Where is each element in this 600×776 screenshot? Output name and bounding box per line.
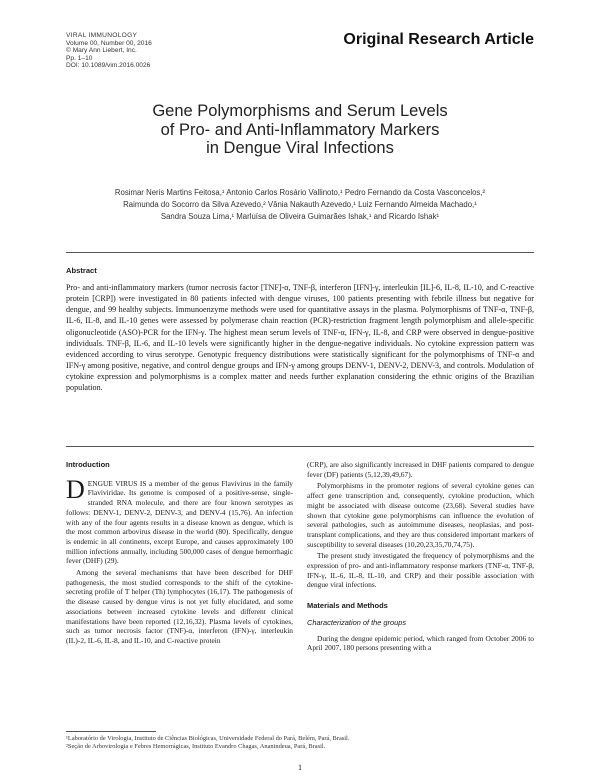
divider (66, 252, 534, 253)
title-line: Gene Polymorphisms and Serum Levels (152, 102, 448, 120)
paragraph (66, 474, 293, 566)
abstract-body: Pro- and anti-inflammatory markers (tumor necrosis factor [TNF]-α, TNF-β, interferon [IFN]-γ, interleukin [IL]-6, IL-8, IL-10, and C-reactive protein [CRP]) were investigated in 80 patients infected with dengue viruses, 100 patients presenting with febrile illness but negative for dengue, and 99 healthy subjects. Immunoenzyme methods were used for quantitative assays in the plasma. Polymorphisms of TNF-α, TNF-β, IL-6, IL-8, and IL-10 genes were assessed by polymerase chain reaction (PCR)-restriction fragment length polymorphism and allele-specific oligonucleotide (ASO)-PCR for the IFN-γ. The highest mean serum levels of TNF-α, IFN-γ, IL-8, and CRP were observed in dengue-positive individuals. TNF-β, IL-6, and IL-10 levels were significantly higher in the dengue-negative individuals. No cytokine expression pattern was evidenced according to virus serotype. Genotypic frequency distributions were statistically significant for the polymorphisms of TNF-α and IFN-γ among positive, negative, and control dengue groups and IFN-γ among groups DENV-1, DENV-2, DENV-3, and controls. Modulation of cytokine expression and polymorphisms is a complex matter and needs further explanation considering the ethnic origins of the Brazilian population. (66, 283, 534, 393)
paragraph-text: a member of the genus Flavivirus in the family Flaviviridae. Its genome is composed of a positive-sense, single-stranded RNA molecule, and there are four known serotypes as follows: DENV-1, DENV-2, DENV-3, and DENV-4 (15,76). An infection with any of the four agents results in a disease known as dengue, which is the most common arbovirus disease in the world (80). Specifically, dengue is endemic in all continents, except Europe, and causes approximately 100 million infections annually, including 500,000 cases of dengue hemorrhagic fever (DHF) (29). (66, 478, 293, 566)
article-title (66, 102, 534, 158)
footnote: ²Seção de Arbovirologia e Febres Hemorrágicas, Instituto Evandro Chagas, Ananindeua, Pará, Brasil. (66, 743, 326, 750)
footnote: ¹Laboratório de Virologia, Instituto de Ciências Biológicas, Universidade Federal do Pará, Belém, Pará, Brasil. (66, 735, 350, 742)
paragraph: The present study investigated the frequency of polymorphisms and the expression of pro- and anti-inflammatory response markers (TNF-α, TNF-β, IFN-γ, IL-6, IL-8, IL-10, and CRP) and their possible association with dengue viral infections. (307, 551, 534, 590)
left-column (66, 460, 293, 646)
paragraph: (CRP), are also significantly increased in DHF patients compared to dengue fever (DF) patients (5,12,39,49,67). (307, 460, 534, 479)
paragraph: During the dengue epidemic period, which ranged from October 2006 to April 2007, 180 persons presenting with a (307, 633, 534, 653)
title-line: of Pro- and Anti-Inflammatory Markers (160, 120, 440, 139)
paragraph: Polymorphisms in the promoter regions of several cytokine genes can affect gene transcription and, consequently, cytokine production, which might be associated with disease outcome (23,68). Several studies have shown that cytokine gene polymorphisms can influence the evolution of several pathologies, such as autoimmune diseases, neoplasias, and post-transplant complications, and they are thus considered important markers of susceptibility to several diseases (10,20,23,35,70,74,75). (307, 481, 534, 549)
author-line: Raimunda do Socorro da Silva Azevedo,² Vânia Nakauth Azevedo,¹ Luiz Fernando Almeida Machado,¹ (123, 200, 477, 209)
journal-copyright: © Mary Ann Liebert, Inc. (66, 47, 137, 55)
journal-meta (66, 32, 152, 70)
section-heading: Introduction (66, 460, 110, 469)
title-line: in Dengue Viral Infections (206, 139, 394, 157)
article-type: Original Research Article (343, 31, 534, 48)
section-heading: Materials and Methods (307, 601, 388, 611)
author-line: Sandra Souza Lima,¹ Marluísa de Oliveira Guimarães Ishak,¹ and Ricardo Ishak¹ (160, 212, 440, 221)
journal-name: VIRAL IMMUNOLOGY (66, 32, 138, 39)
journal-volume: Volume 00, Number 00, 2016 (66, 39, 152, 47)
divider (66, 446, 534, 447)
right-column (307, 460, 534, 653)
footnotes (66, 735, 534, 751)
paragraph: Among the several mechanisms that have been described for DHF pathogenesis, the most studied corresponds to the shift of the cytokine-secreting profile of T helper (Th) lymphocytes (16,17). The pathogenesis of the disease caused by dengue virus is not yet fully elucidated, and some associations between increased cytokine levels and different clinical manifestations have been reported (12,16,32). Plasma levels of cytokines, such as tumor necrosis factor (TNF)-α, interferon (IFN)-γ, interleukin (IL)-2, IL-6, IL-8, and IL-10, and C-reactive protein (66, 568, 293, 645)
abstract-heading: Abstract (66, 266, 97, 275)
page-number: 1 (298, 763, 302, 772)
author-list (66, 187, 534, 223)
footnote-rule (66, 731, 156, 732)
author-line: Rosimar Neris Martins Feitosa,¹ Antonio Carlos Rosário Vallinoto,¹ Pedro Fernando da Costa Vasconcelos,² (114, 188, 486, 197)
drop-cap: D (66, 474, 85, 504)
journal-pages: Pp. 1–10 (66, 54, 93, 62)
journal-doi: DOI: 10.1089/vim.2016.0026 (66, 62, 151, 70)
subsection-heading: Characterization of the groups (307, 617, 407, 627)
lead-in: ENGUE VIRUS IS (87, 478, 147, 488)
